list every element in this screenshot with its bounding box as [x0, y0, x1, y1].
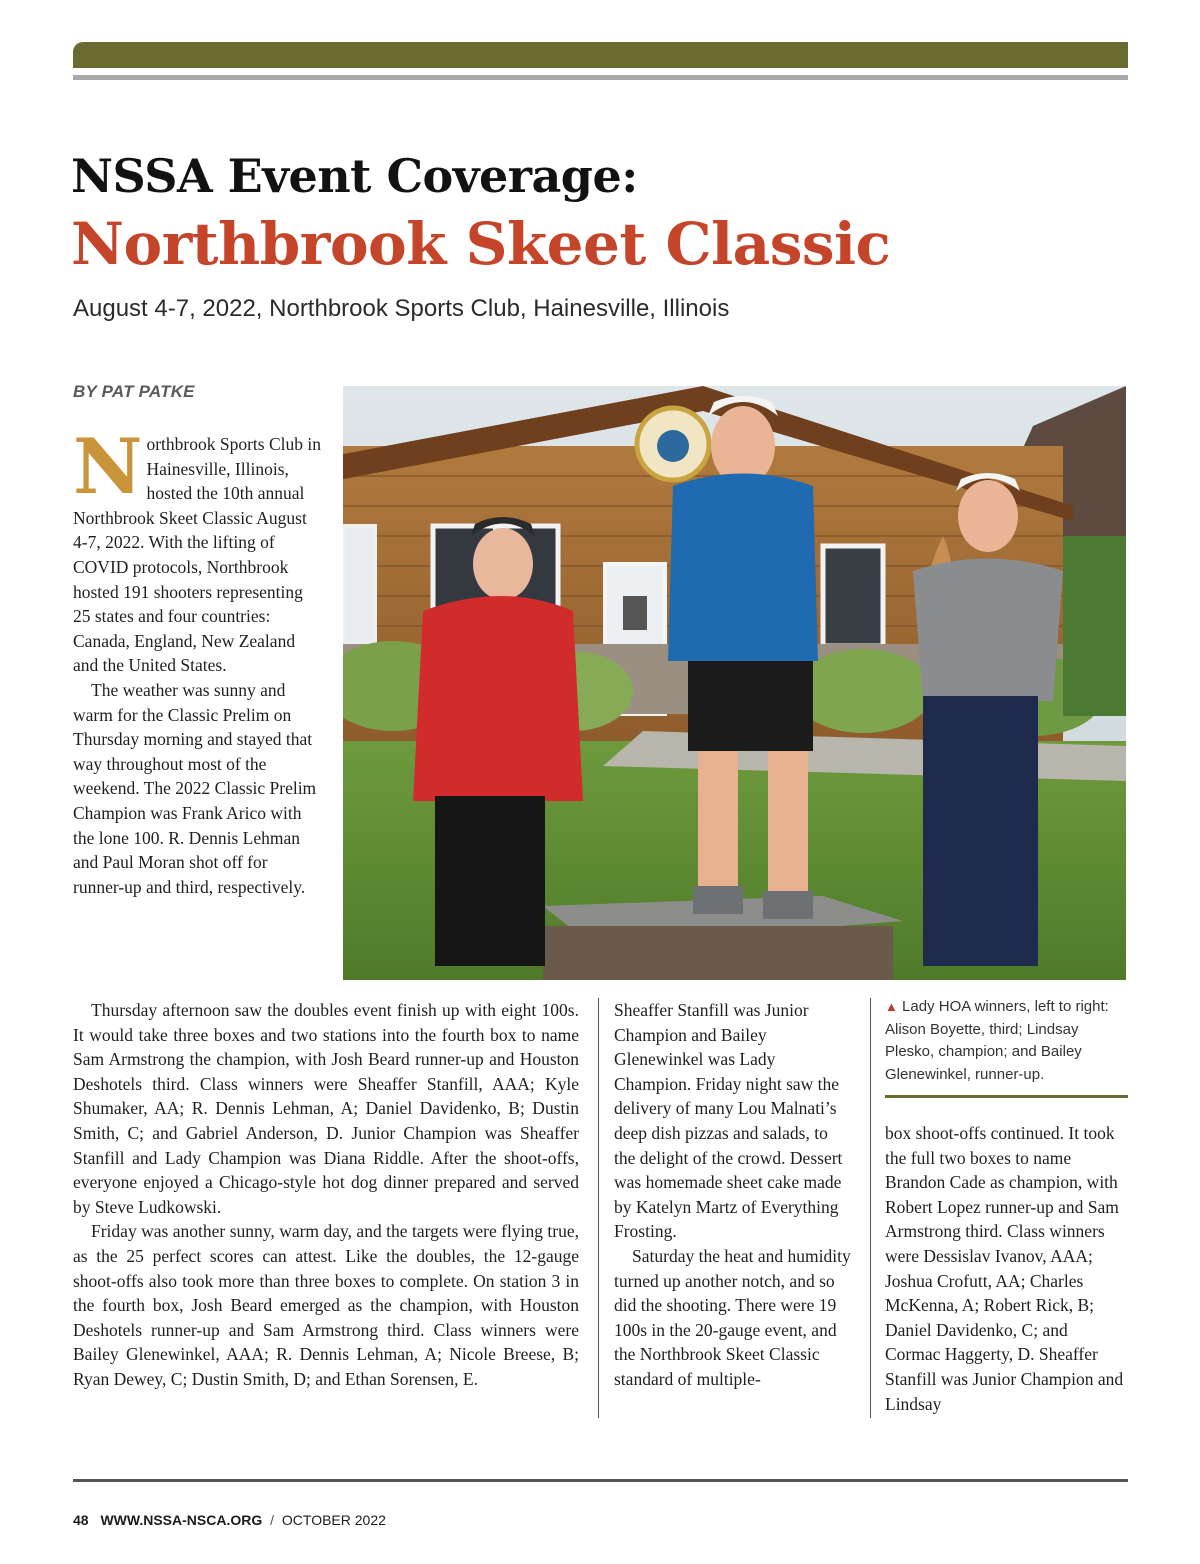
intro-paragraph-2: The weather was sunny and warm for the Classic Prelim on Thursday morning and stayed that way throughout most of the weekend. The 2022 Classic Prelim Champion was Frank Arico with the lone 100. R. Dennis Lehman and Paul Moran shot off for runner-up and third, respectively.: [73, 679, 317, 897]
footer-issue: OCTOBER 2022: [281, 1512, 386, 1528]
middle-column: [614, 998, 852, 1420]
article-kicker-title: NSSA Event Coverage:: [71, 149, 638, 203]
caption-triangle-icon: ▲: [885, 999, 898, 1014]
caption-text: Lady HOA winners, left to right: Alison Boyette, third; Lindsay Plesko, champion; and Bailey Glenewinkel, runner-up.: [885, 998, 1109, 1083]
wide-paragraph-2: Friday was another sunny, warm day, and the targets were flying true, as the 25 perfect scores can attest. Like the doubles, the 12-gauge shoot-offs also took more than three boxes to complete. On station 3 in the fourth box, Josh Beard emerged as the champion, with Houston Deshotels runner-up and Sam Armstrong third. Class winners were Bailey Glenewinkel, AAA; R. Dennis Lehman, A; Nicole Breese, B; Ryan Dewey, C; Dustin Smith, D; and Ethan Sorensen, E.: [73, 1221, 579, 1389]
byline: BY PAT PATKE: [73, 382, 195, 401]
article-subtitle: August 4-7, 2022, Northbrook Sports Club, Hainesville, Illinois: [73, 295, 730, 322]
drop-cap: N: [73, 432, 143, 511]
caption-rule: [885, 1095, 1128, 1098]
column-divider: [598, 998, 599, 1418]
footer-rule: [73, 1479, 1128, 1482]
middle-paragraph-2: Saturday the heat and humidity turned up another notch, and so did the shooting. There were 19 100s in the 20-gauge event, and the Northbrook Skeet Classic standard of multiple-: [614, 1245, 851, 1389]
intro-column: [73, 432, 323, 1000]
header-rule: [73, 75, 1128, 80]
right-paragraph-1: box shoot-offs continued. It took the full two boxes to name Brandon Cade as champion, with Robert Lopez runner-up and Sam Armstrong third. Class winners were Dessislav Ivanov, AAA; Joshua Crofutt, AA; Charles McKenna, A; Robert Rick, B; Daniel Davidenko, C; and Cormac Haggerty, D. Sheaffer Stanfill was Junior Champion and Lindsay: [885, 1123, 1124, 1414]
header-color-band: [73, 42, 1128, 68]
wide-paragraph-1: Thursday afternoon saw the doubles event finish up with eight 100s. It would take three boxes and two stations into the fourth box to name Sam Armstrong the champion, with Josh Beard runner-up and Houston Deshotels third. Class winners were Sheaffer Stanfill, AAA; Kyle Shumaker, AA; R. Dennis Lehman, A; Daniel Davidenko, B; Dustin Smith, C; and Gabriel Anderson, D. Junior Champion was Sheaffer Stanfill and Lady Champion was Diana Riddle. After the shoot-offs, everyone enjoyed a Chicago-style hot dog dinner prepared and served by Steve Ludkowski.: [73, 1000, 579, 1217]
photo-caption: [885, 996, 1127, 1086]
photo-illustration: [343, 386, 1126, 980]
intro-paragraph-1: [73, 432, 323, 678]
page-footer: [73, 1512, 386, 1528]
footer-url[interactable]: WWW.NSSA-NSCA.ORG: [100, 1512, 263, 1528]
page-number: 48: [73, 1512, 89, 1528]
intro-paragraph-1-text: orthbrook Sports Club in Hainesville, Illinois, hosted the 10th annual Northbrook Skeet Classic August 4-7, 2022. With the lifting of COVID protocols, Northbrook hosted 191 shooters representing 25 states and four countries: Canada, England, New Zealand and the United States.: [73, 434, 321, 676]
footer-separator: /: [270, 1512, 275, 1528]
wide-column: [73, 998, 579, 1420]
column-divider: [870, 998, 871, 1418]
right-column: [885, 1121, 1127, 1421]
winners-photo: [343, 386, 1126, 980]
article-title: Northbrook Skeet Classic: [71, 210, 891, 278]
middle-paragraph-1: Sheaffer Stanfill was Junior Champion and Bailey Glenewinkel was Lady Champion. Friday night saw the delivery of many Lou Malnati’s deep dish pizzas and salads, to the delight of the crowd. Dessert was homemade sheet cake made by Katelyn Martz of Everything Frosting.: [614, 1000, 843, 1242]
